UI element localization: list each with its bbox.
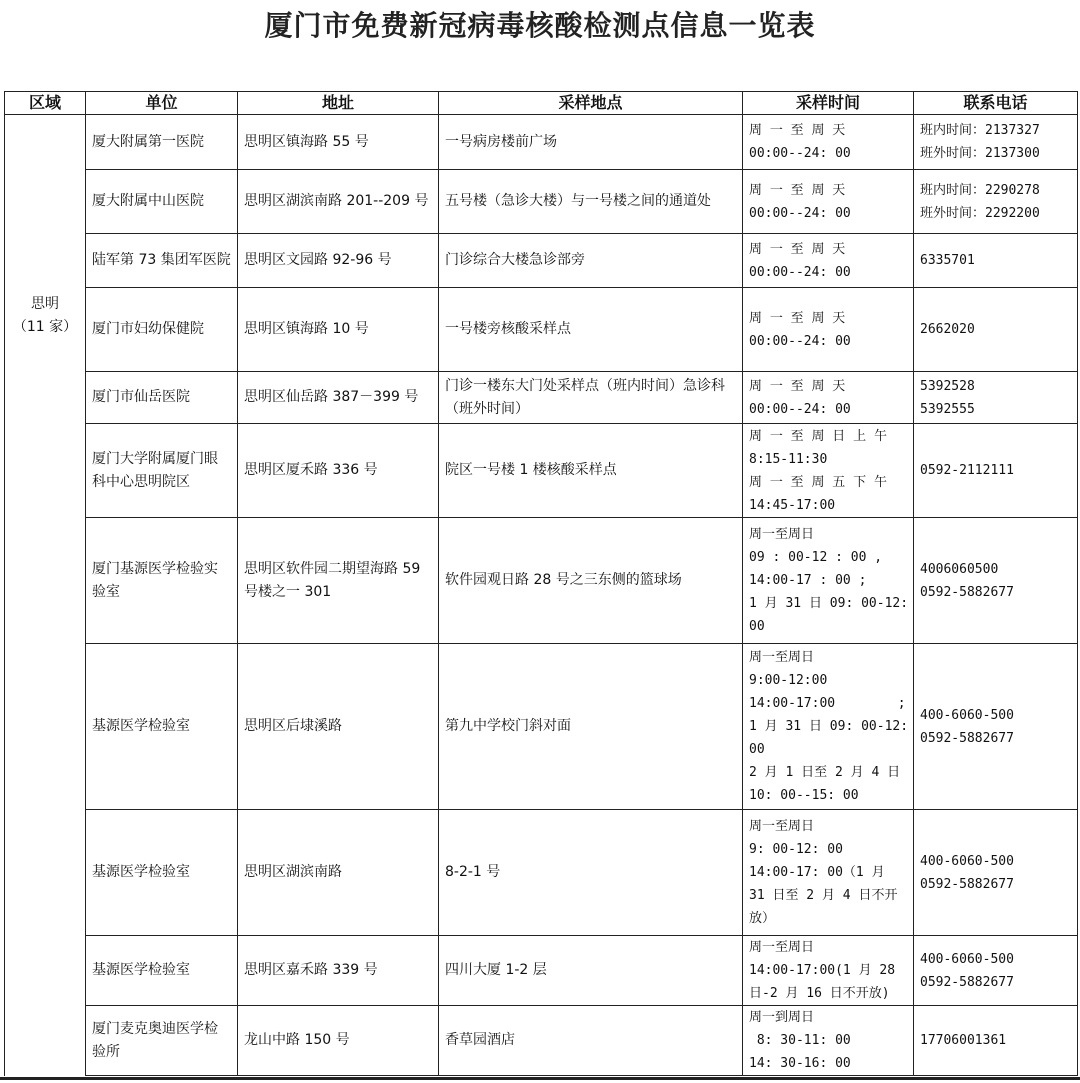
header-phone: 联系电话: [914, 92, 1078, 115]
time-line: 2 月 1 日至 2 月 4 日: [749, 765, 901, 780]
table-row: [5, 936, 1078, 1006]
time-line: 周 一 至 周 天: [749, 378, 846, 394]
phone-line: 2662020: [920, 322, 975, 337]
region-cell-continued: [5, 518, 86, 1076]
time-line: 09 : 00-12 : 00 ,: [749, 550, 883, 565]
header-site: 采样地点: [439, 92, 743, 115]
site-cell: 五号楼（急诊大楼）与一号楼之间的通道处: [439, 170, 743, 234]
time-line: 周一至周日: [749, 819, 815, 834]
time-line: 00:00--24: 00: [749, 333, 851, 349]
time-line: 9:00-12:00: [749, 673, 828, 688]
header-address: 地址: [238, 92, 439, 115]
table-row: [5, 518, 1078, 644]
unit-cell: 厦大附属中山医院: [86, 170, 238, 234]
time-line: 00: [749, 619, 765, 634]
time-line: 14:00-17: 00（1 月: [749, 865, 885, 880]
phone-line: 班外时间：2137300: [920, 146, 1040, 161]
time-cell: [743, 1006, 914, 1076]
table-row: [5, 234, 1078, 288]
site-cell: 院区一号楼 1 楼核酸采样点: [439, 424, 743, 518]
site-cell: 软件园观日路 28 号之三东侧的篮球场: [439, 518, 743, 644]
unit-cell: 厦门基源医学检验实验室: [86, 518, 238, 644]
phone-cell: [914, 288, 1078, 372]
phone-line: 5392528: [920, 378, 975, 394]
time-line: 14:00-17 : 00 ;: [749, 573, 867, 588]
phone-line: 0592-5882677: [920, 584, 1014, 600]
table-row: [5, 288, 1078, 372]
time-line: 10: 00--15: 00: [749, 788, 859, 803]
address-cell: 思明区软件园二期望海路 59 号楼之一 301: [238, 518, 439, 644]
phone-line: 0592-5882677: [920, 974, 1014, 990]
time-line: 周一至周日: [749, 650, 815, 665]
phone-line: 400-6060-500: [920, 853, 1014, 869]
address-cell: 思明区嘉禾路 339 号: [238, 936, 439, 1006]
time-cell: [743, 518, 914, 644]
table-row: [5, 372, 1078, 424]
table-row: [5, 424, 1078, 518]
time-line: 周 一 至 周 五 下 午: [749, 474, 887, 490]
phone-cell: [914, 936, 1078, 1006]
bottom-rule: [0, 1077, 1080, 1080]
phone-line: 班内时间：2137327: [920, 123, 1040, 138]
unit-cell: 厦门市妇幼保健院: [86, 288, 238, 372]
phone-line: 0592-5882677: [920, 876, 1014, 892]
phone-cell: [914, 170, 1078, 234]
address-cell: 思明区文园路 92-96 号: [238, 234, 439, 288]
time-line: 周 一 至 周 日 上 午: [749, 428, 887, 444]
header-unit: 单位: [86, 92, 238, 115]
site-cell: 一号楼旁核酸采样点: [439, 288, 743, 372]
phone-cell: [914, 424, 1078, 518]
phone-cell: [914, 644, 1078, 810]
unit-cell: 基源医学检验室: [86, 644, 238, 810]
time-line: 1 月 31 日 09: 00-12:: [749, 719, 909, 734]
time-line: 周一到周日: [749, 1010, 815, 1025]
address-cell: 思明区后埭溪路: [238, 644, 439, 810]
phone-cell: [914, 810, 1078, 936]
phone-line: 4006060500: [920, 561, 999, 577]
unit-cell: 基源医学检验室: [86, 936, 238, 1006]
phone-line: 0592-2112111: [920, 463, 1014, 478]
unit-cell: 基源医学检验室: [86, 810, 238, 936]
phone-line: 400-6060-500: [920, 707, 1014, 723]
region-name: 思明: [31, 296, 59, 313]
time-line: 14:45-17:00: [749, 497, 836, 513]
time-cell: [743, 644, 914, 810]
unit-cell: 厦门市仙岳医院: [86, 372, 238, 424]
time-line: 00: [749, 742, 765, 757]
time-line: 周一至周日: [749, 527, 815, 542]
phone-cell: [914, 115, 1078, 170]
site-cell: 一号病房楼前广场: [439, 115, 743, 170]
phone-line: 0592-5882677: [920, 730, 1014, 746]
time-line: 8:15-11:30: [749, 451, 828, 467]
time-line: 8: 30-11: 00: [749, 1033, 851, 1048]
phone-cell: [914, 372, 1078, 424]
table-row: [5, 115, 1078, 170]
time-line: 14: 30-16: 00: [749, 1056, 851, 1071]
unit-cell: 厦门麦克奥迪医学检验所: [86, 1006, 238, 1076]
unit-cell: 厦门大学附属厦门眼科中心思明院区: [86, 424, 238, 518]
time-cell: [743, 115, 914, 170]
time-cell: [743, 234, 914, 288]
time-line: 00:00--24: 00: [749, 205, 851, 221]
time-line: 14:00-17:00(1 月 28: [749, 963, 896, 978]
site-cell: 门诊一楼东大门处采样点（班内时间）急诊科（班外时间）: [439, 372, 743, 424]
time-line: 周一至周日: [749, 940, 815, 955]
address-cell: 龙山中路 150 号: [238, 1006, 439, 1076]
time-line: 14:00-17:00 ;: [749, 696, 906, 711]
time-line: 00:00--24: 00: [749, 264, 851, 280]
phone-line: 17706001361: [920, 1033, 1007, 1048]
table-row: [5, 1006, 1078, 1076]
time-cell: [743, 936, 914, 1006]
region-cell: [5, 115, 86, 518]
header-time: 采样时间: [743, 92, 914, 115]
time-line: 周 一 至 周 天: [749, 310, 846, 326]
site-cell: 香草园酒店: [439, 1006, 743, 1076]
time-line: 周 一 至 周 天: [749, 123, 846, 138]
time-line: 9: 00-12: 00: [749, 842, 843, 857]
time-cell: [743, 170, 914, 234]
table-row: [5, 170, 1078, 234]
phone-cell: [914, 1006, 1078, 1076]
unit-cell: 厦大附属第一医院: [86, 115, 238, 170]
time-line: 31 日至 2 月 4 日不开: [749, 888, 898, 903]
time-line: 日-2 月 16 日不开放): [749, 986, 890, 1001]
table-row: [5, 810, 1078, 936]
phone-line: 班内时间：2290278: [920, 182, 1040, 198]
time-line: 周 一 至 周 天: [749, 182, 846, 198]
time-line: 1 月 31 日 09: 00-12:: [749, 596, 909, 611]
unit-cell: 陆军第 73 集团军医院: [86, 234, 238, 288]
time-cell: [743, 810, 914, 936]
header-region: 区域: [5, 92, 86, 115]
site-cell: 8-2-1 号: [439, 810, 743, 936]
time-cell: [743, 424, 914, 518]
phone-line: 班外时间：2292200: [920, 205, 1040, 221]
address-cell: 思明区湖滨南路: [238, 810, 439, 936]
time-line: 放）: [749, 911, 776, 926]
table-header-row: [5, 92, 1078, 115]
phone-line: 6335701: [920, 253, 975, 268]
phone-line: 400-6060-500: [920, 951, 1014, 967]
region-count: （11 家）: [12, 319, 78, 336]
address-cell: 思明区仙岳路 387－399 号: [238, 372, 439, 424]
address-cell: 思明区湖滨南路 201--209 号: [238, 170, 439, 234]
address-cell: 思明区镇海路 10 号: [238, 288, 439, 372]
time-cell: [743, 372, 914, 424]
time-line: 00:00--24: 00: [749, 146, 851, 161]
table-row: [5, 644, 1078, 810]
test-site-table: [4, 91, 1078, 1076]
phone-cell: [914, 234, 1078, 288]
time-cell: [743, 288, 914, 372]
address-cell: 思明区厦禾路 336 号: [238, 424, 439, 518]
phone-line: 5392555: [920, 401, 975, 417]
phone-cell: [914, 518, 1078, 644]
page-title: 厦门市免费新冠病毒核酸检测点信息一览表: [264, 9, 816, 42]
time-line: 00:00--24: 00: [749, 401, 851, 417]
site-cell: 四川大厦 1-2 层: [439, 936, 743, 1006]
time-line: 周 一 至 周 天: [749, 241, 846, 257]
site-cell: 第九中学校门斜对面: [439, 644, 743, 810]
address-cell: 思明区镇海路 55 号: [238, 115, 439, 170]
site-cell: 门诊综合大楼急诊部旁: [439, 234, 743, 288]
